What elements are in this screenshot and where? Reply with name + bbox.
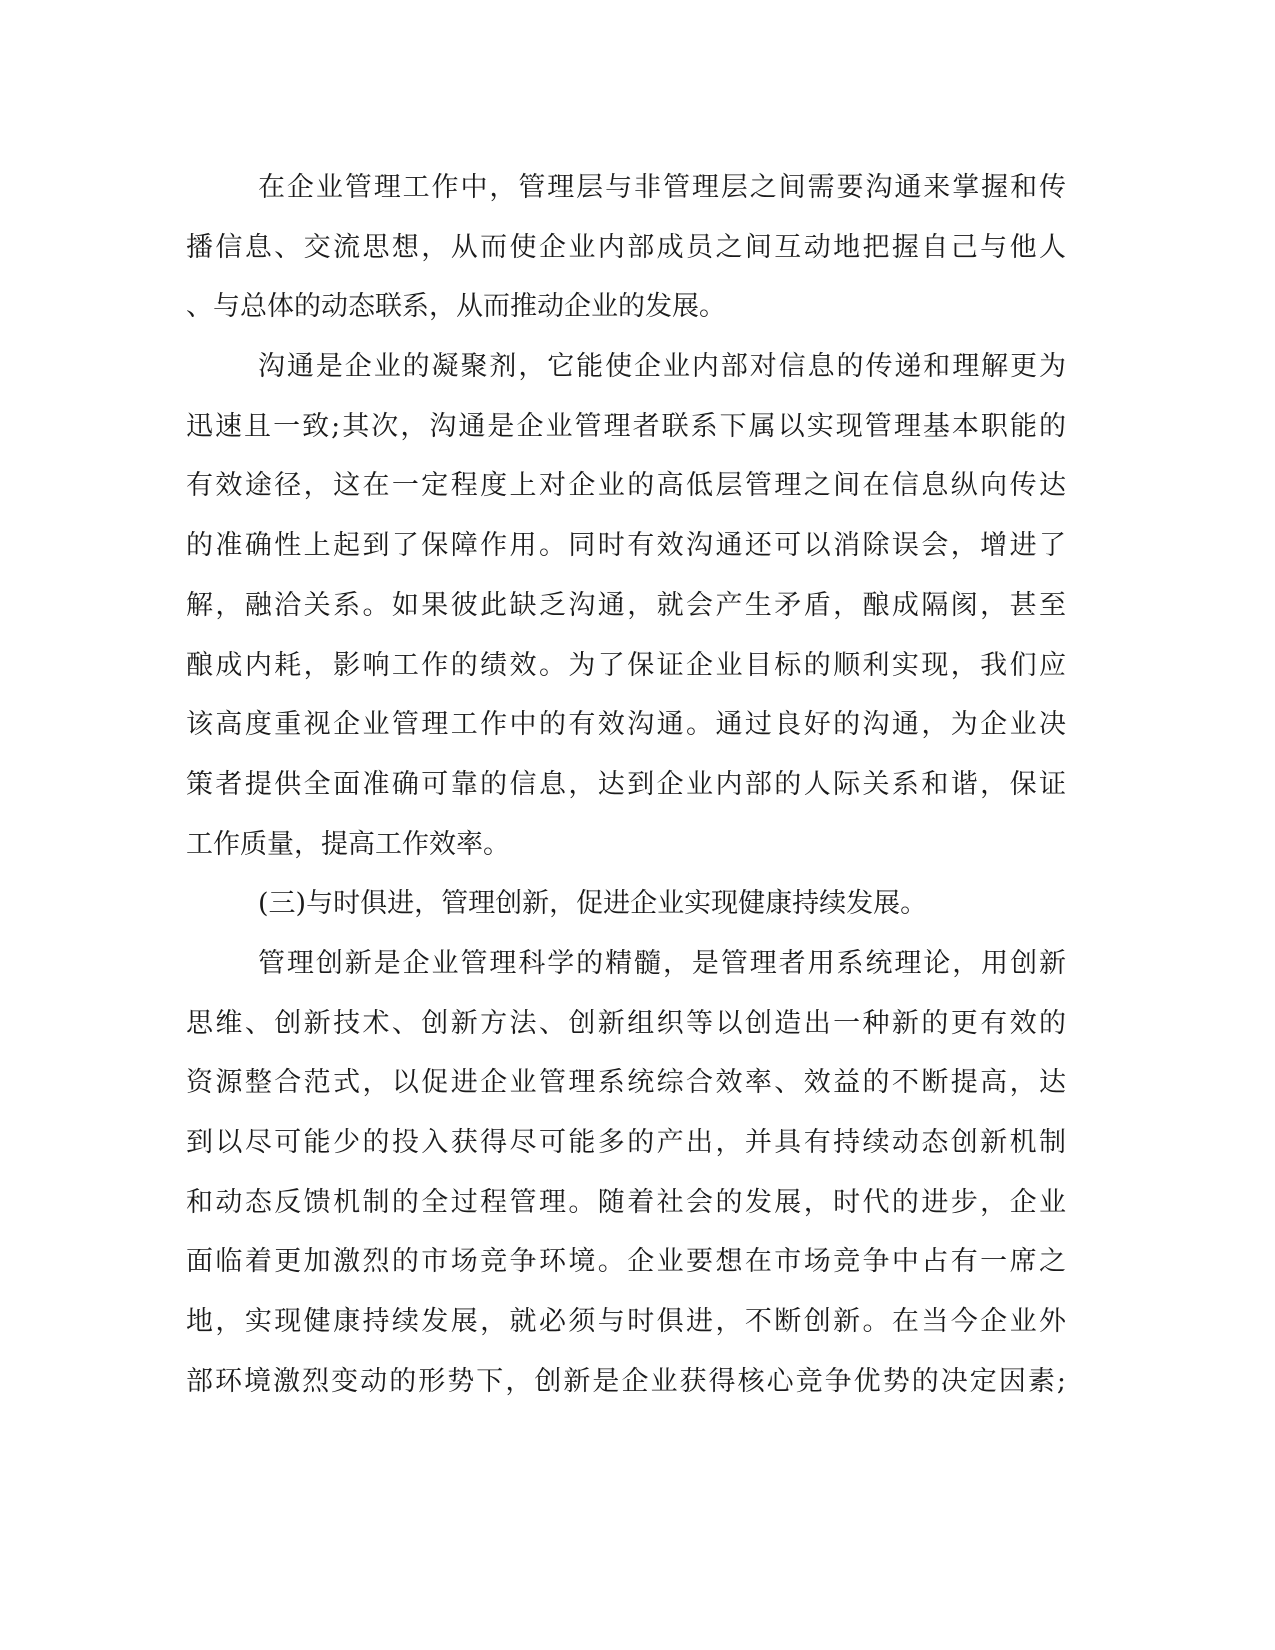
paragraph-line: 到以尽可能少的投入获得尽可能多的产出，并具有持续动态创新机制: [186, 1127, 1066, 1158]
paragraph-line: 在企业管理工作中，管理层与非管理层之间需要沟通来掌握和传: [258, 172, 1066, 203]
paragraph-line: 策者提供全面准确可靠的信息，达到企业内部的人际关系和谐，保证: [186, 768, 1066, 800]
section-heading: [186, 874, 1066, 934]
paragraph-line: 、与总体的动态联系，从而推动企业的发展。: [186, 291, 726, 323]
paragraph-line: 酿成内耗，影响工作的绩效。为了保证企业目标的顺利实现，我们应: [186, 649, 1066, 681]
paragraph-line: 部环境激烈变动的形势下，创新是企业获得核心竞争优势的决定因素;: [186, 1365, 1066, 1397]
paragraph-line: 面临着更加激烈的市场竞争环境。企业要想在市场竞争中占有一席之: [186, 1246, 1066, 1278]
document-body: [186, 158, 1066, 1411]
paragraph-line: 有效途径，这在一定程度上对企业的高低层管理之间在信息纵向传达: [186, 470, 1066, 502]
paragraph-line: 资源整合范式，以促进企业管理系统综合效率、效益的不断提高，达: [186, 1067, 1066, 1099]
paragraph-line: 和动态反馈机制的全过程管理。随着社会的发展，时代的进步，企业: [186, 1186, 1066, 1218]
section-heading-text: (三)与时俱进，管理创新，促进企业实现健康持续发展。: [258, 888, 928, 920]
paragraph-line: 该高度重视企业管理工作中的有效沟通。通过良好的沟通，为企业决: [186, 709, 1066, 741]
paragraph-line: 解，融洽关系。如果彼此缺乏沟通，就会产生矛盾，酿成隔阂，甚至: [186, 589, 1066, 621]
paragraph-line: 工作质量，提高工作效率。: [186, 828, 510, 860]
paragraph-4: [186, 934, 1066, 1412]
paragraph-1: [186, 158, 1066, 337]
paragraph-2: [186, 337, 1066, 874]
paragraph-line: 的准确性上起到了保障作用。同时有效沟通还可以消除误会，增进了: [186, 530, 1066, 562]
paragraph-line: 迅速且一致;其次，沟通是企业管理者联系下属以实现管理基本职能的: [186, 410, 1066, 442]
paragraph-line: 思维、创新技术、创新方法、创新组织等以创造出一种新的更有效的: [186, 1007, 1066, 1039]
paragraph-line: 管理创新是企业管理科学的精髓，是管理者用系统理论，用创新: [258, 947, 1066, 979]
paragraph-line: 地，实现健康持续发展，就必须与时俱进，不断创新。在当今企业外: [186, 1306, 1066, 1338]
paragraph-line: 播信息、交流思想，从而使企业内部成员之间互动地把握自己与他人: [186, 231, 1066, 263]
paragraph-line: 沟通是企业的凝聚剂，它能使企业内部对信息的传递和理解更为: [258, 351, 1066, 383]
